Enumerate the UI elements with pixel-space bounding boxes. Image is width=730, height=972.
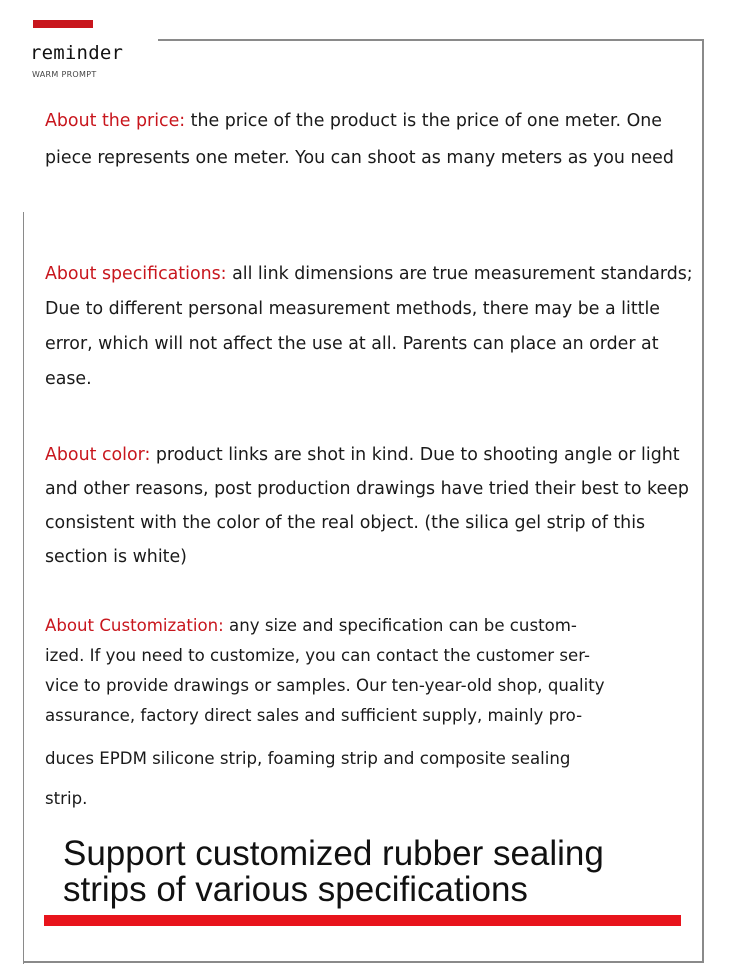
- specifications-paragraph: [45, 257, 695, 397]
- frame-bottom-line: [23, 961, 704, 963]
- customization-line-4: assurance, factory direct sales and sufficient supply, mainly pro-: [45, 706, 583, 725]
- specifications-label: About specifications:: [45, 264, 227, 284]
- page-title: reminder: [30, 42, 124, 64]
- price-text: the price of the product is the price of one meter. One piece represents one meter. You can shoot as many meters as you need: [45, 111, 674, 168]
- customization-line-1: any size and specification can be custom-: [223, 616, 577, 635]
- customization-line-5: duces EPDM silicone strip, foaming strip and composite sealing: [45, 749, 571, 768]
- color-text: product links are shot in kind. Due to shooting angle or light and other reasons, post production drawings have tried their best to keep consistent with the color of the real object. (the silica gel strip of this section is white): [45, 445, 689, 567]
- header-accent-bar: [33, 20, 93, 28]
- promo-banner-line-2: strips of various specifications: [63, 870, 528, 909]
- price-paragraph: [45, 103, 695, 177]
- price-label: About the price:: [45, 111, 186, 131]
- page-subtitle: WARM PROMPT: [32, 70, 97, 79]
- customization-paragraph: [45, 611, 695, 819]
- promo-banner: [63, 836, 703, 908]
- customization-line-6: strip.: [45, 789, 88, 808]
- bottom-accent-bar: [44, 915, 681, 926]
- customization-label: About Customization:: [45, 616, 224, 635]
- specifications-text: all link dimensions are true measurement standards; Due to different personal measurement methods, there may be a little error, which will not affect the use at all. Parents can place an order at ease.: [45, 264, 693, 389]
- customization-line-2: ized. If you need to customize, you can contact the customer ser-: [45, 646, 590, 665]
- customization-line-3: vice to provide drawings or samples. Our ten-year-old shop, quality: [45, 676, 605, 695]
- frame-right-line: [702, 39, 704, 963]
- color-paragraph: [45, 438, 695, 574]
- color-label: About color:: [45, 445, 151, 465]
- frame-left-line: [23, 212, 24, 964]
- frame-top-line: [158, 39, 704, 41]
- promo-banner-line-1: Support customized rubber sealing: [63, 834, 604, 873]
